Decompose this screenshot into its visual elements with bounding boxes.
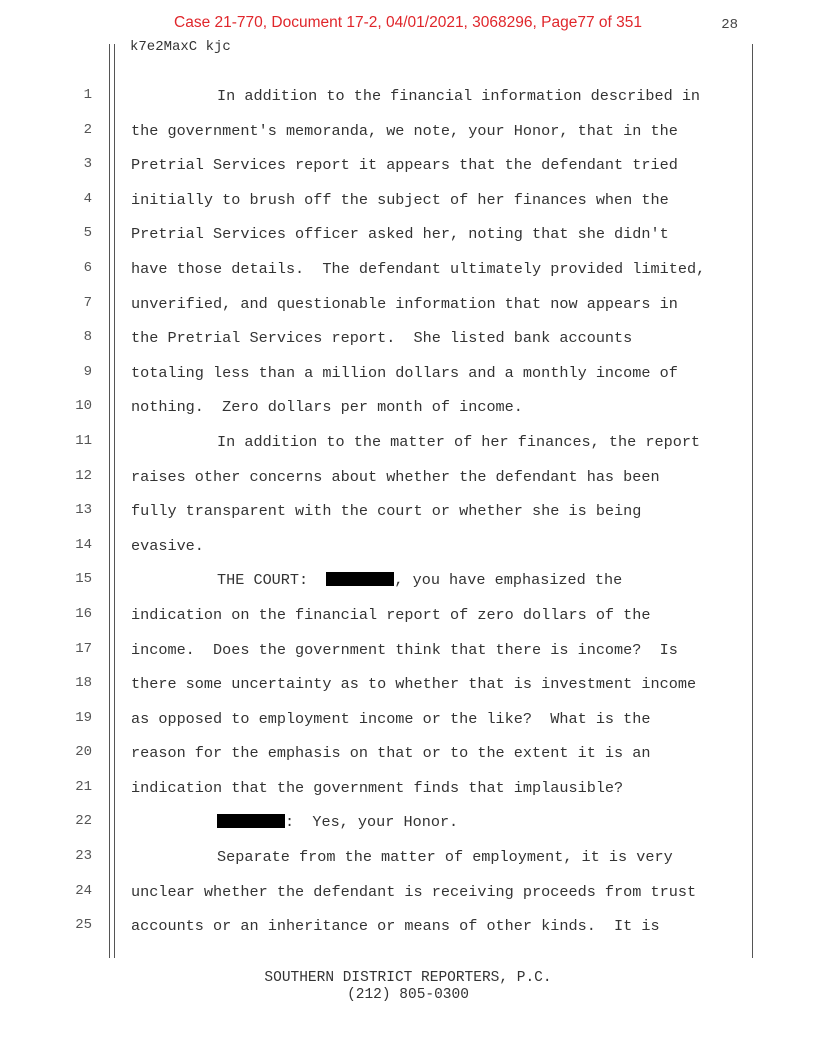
line-number: 22 xyxy=(75,813,92,830)
line-text: the government's memoranda, we note, your Honor, that in the xyxy=(131,121,678,140)
reporter-phone: (212) 805-0300 xyxy=(347,987,469,1003)
line-text: there some uncertainty as to whether that is investment income xyxy=(131,675,697,694)
line-number: 3 xyxy=(83,156,92,173)
line-text: unclear whether the defendant is receiving proceeds from trust xyxy=(131,882,697,901)
line-text: raises other concerns about whether the defendant has been xyxy=(131,467,660,486)
line-number: 12 xyxy=(75,467,92,484)
line-text: Pretrial Services report it appears that the defendant tried xyxy=(131,156,678,175)
line-number: 13 xyxy=(75,502,92,519)
line-number: 8 xyxy=(83,329,92,346)
line-text: initially to brush off the subject of her finances when the xyxy=(131,190,669,209)
line-text xyxy=(131,813,458,831)
line-number: 1 xyxy=(83,87,92,103)
line-number: 16 xyxy=(75,605,92,622)
line-text: have those details. The defendant ultimately provided limited, xyxy=(131,259,706,278)
transcript-line xyxy=(0,770,816,805)
transcript-line xyxy=(0,804,816,839)
line-number: 23 xyxy=(75,848,92,865)
line-text: as opposed to employment income or the like? What is the xyxy=(131,709,651,728)
reporter-name: SOUTHERN DISTRICT REPORTERS, P.C. xyxy=(264,970,552,986)
line-number: 4 xyxy=(83,190,92,207)
transcript-line xyxy=(0,113,816,148)
transcript-code: k7e2MaxC kjc xyxy=(130,39,231,55)
line-text: Pretrial Services officer asked her, noting that she didn't xyxy=(131,225,669,244)
transcript-line xyxy=(0,216,816,251)
transcript-line xyxy=(0,493,816,528)
transcript-line xyxy=(0,874,816,909)
line-text: fully transparent with the court or whether she is being xyxy=(131,502,642,521)
line-number: 19 xyxy=(75,709,92,726)
line-text-after-redaction: , you have emphasized the xyxy=(394,571,623,590)
line-number: 18 xyxy=(75,675,92,692)
line-number: 11 xyxy=(75,432,92,449)
transcript-line xyxy=(0,735,816,770)
transcript-line xyxy=(0,597,816,632)
transcript-line xyxy=(0,286,816,321)
transcript-line xyxy=(0,320,816,355)
line-number: 21 xyxy=(75,778,92,795)
line-text xyxy=(131,571,622,589)
line-text: reason for the emphasis on that or to the extent it is an xyxy=(131,744,651,763)
line-text: accounts or an inheritance or means of other kinds. It is xyxy=(131,917,660,936)
line-text: In addition to the financial information described in xyxy=(217,87,701,105)
redaction-bar xyxy=(217,814,285,828)
transcript-line xyxy=(0,666,816,701)
transcript-line xyxy=(0,424,816,459)
line-text: indication on the financial report of zero dollars of the xyxy=(131,605,651,624)
line-text: In addition to the matter of her finances, the report xyxy=(217,432,701,451)
line-text: Separate from the matter of employment, it is very xyxy=(217,848,673,867)
line-number: 5 xyxy=(83,225,92,242)
line-text-after-redaction: : Yes, your Honor. xyxy=(285,813,459,832)
transcript-line xyxy=(0,701,816,736)
transcript-line xyxy=(0,147,816,182)
line-number: 2 xyxy=(83,121,92,138)
transcript-line xyxy=(0,908,816,943)
line-number: 20 xyxy=(75,744,92,761)
transcript-line xyxy=(0,528,816,563)
line-number: 25 xyxy=(75,917,92,934)
line-text-before-redaction: THE COURT: xyxy=(217,571,327,590)
transcript-line xyxy=(0,355,816,390)
line-number: 9 xyxy=(83,363,92,380)
line-text: income. Does the government think that there is income? Is xyxy=(131,640,678,659)
line-text: indication that the government finds that implausible? xyxy=(131,778,624,797)
line-text: the Pretrial Services report. She listed bank accounts xyxy=(131,329,633,348)
reporter-footer xyxy=(0,970,816,1004)
transcript-line xyxy=(0,389,816,424)
transcript-line xyxy=(0,632,816,667)
redaction-bar xyxy=(326,572,394,586)
transcript-line xyxy=(0,839,816,874)
transcript-line xyxy=(0,459,816,494)
case-header: Case 21-770, Document 17-2, 04/01/2021, 3068296, Page77 of 351 xyxy=(174,14,642,31)
transcript-line xyxy=(0,562,816,597)
line-number: 7 xyxy=(83,294,92,311)
line-text: totaling less than a million dollars and a monthly income of xyxy=(131,363,678,382)
line-number: 10 xyxy=(75,398,92,415)
line-number: 17 xyxy=(75,640,92,657)
transcript-line xyxy=(0,78,816,113)
line-number: 6 xyxy=(83,259,92,276)
line-text: unverified, and questionable information that now appears in xyxy=(131,294,678,313)
transcript-line xyxy=(0,182,816,217)
transcript-body xyxy=(0,78,816,943)
line-number: 24 xyxy=(75,882,92,899)
page-number: 28 xyxy=(721,17,738,33)
line-number: 14 xyxy=(75,536,92,553)
line-text: nothing. Zero dollars per month of income. xyxy=(131,398,523,417)
line-text: evasive. xyxy=(131,536,204,555)
transcript-line xyxy=(0,251,816,286)
line-number: 15 xyxy=(75,571,92,588)
